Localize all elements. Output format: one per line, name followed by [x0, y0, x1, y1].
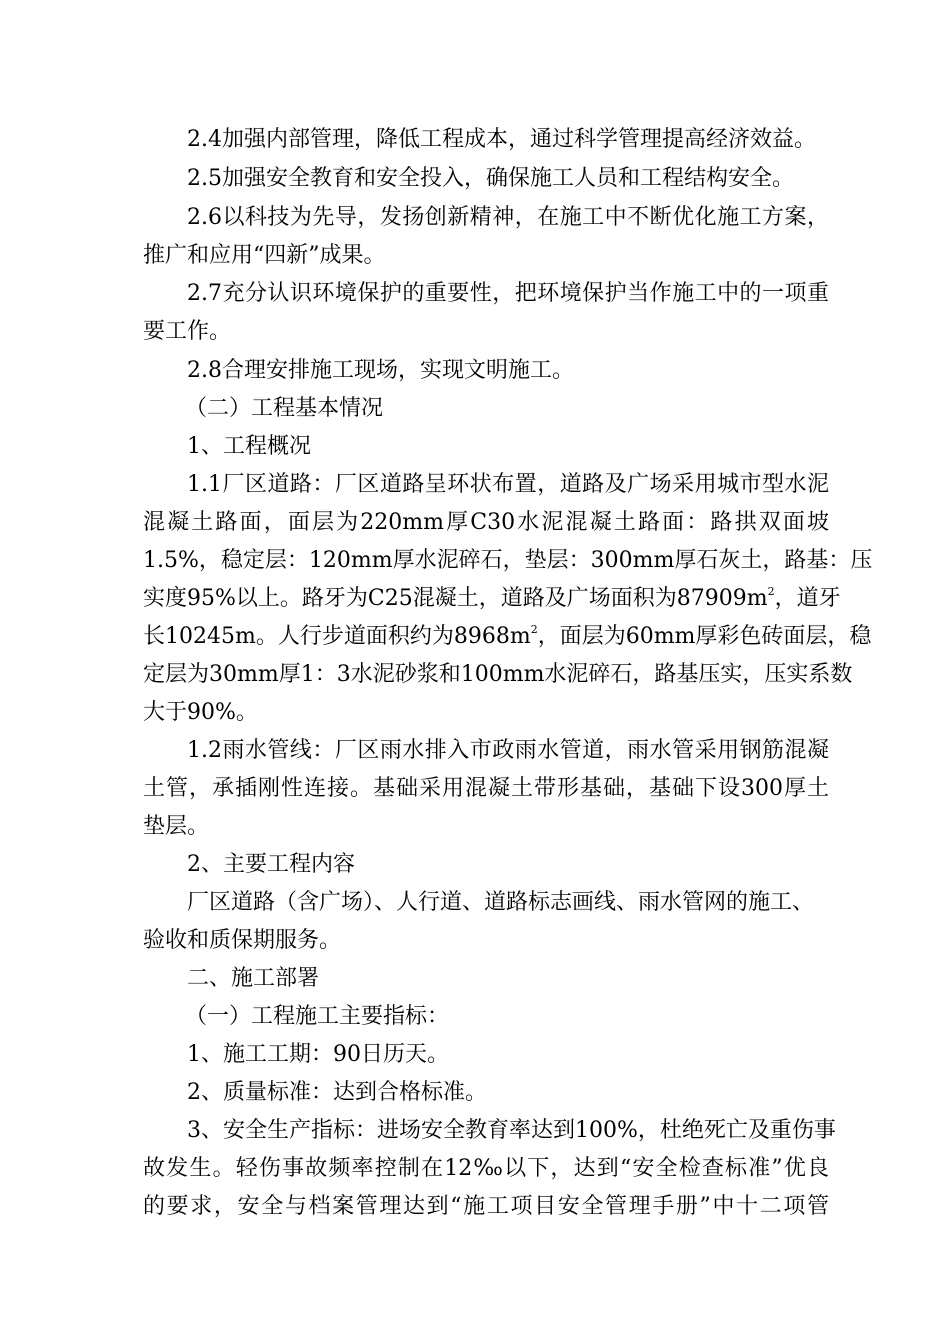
indicator-safety-line-2: 故发生。轻伤事故频率控制在12‰以下，达到“安全检查标准”优良: [143, 1156, 829, 1181]
paragraph-1-2-line-3: 垫层。: [143, 814, 210, 839]
paragraph-main-works-line-2: 验收和质保期服务。: [143, 928, 342, 953]
paragraph-1-1-line-3: 1.5%，稳定层：120mm厚水泥碎石，垫层：300mm厚石灰土，路基：压: [143, 548, 873, 573]
section-heading-project-basics: （二）工程基本情况: [185, 396, 384, 421]
paragraph-2-4: 2.4加强内部管理，降低工程成本，通过科学管理提高经济效益。: [187, 127, 816, 152]
paragraph-2-6-line-1: 2.6以科技为先导，发扬创新精神，在施工中不断优化施工方案，: [187, 205, 829, 230]
paragraph-1-2-line-2: 土管，承插刚性连接。基础采用混凝土带形基础，基础下设300厚土: [143, 776, 829, 801]
paragraph-1-1-line-4: 实度95%以上。路牙为C25混凝土，道路及广场面积为$87909m^2$，道牙: [143, 584, 841, 611]
paragraph-1-1-line-5: 长10245m。人行步道面积约为$8968m^2$，面层为60mm厚彩色砖面层，稳: [143, 622, 872, 649]
indicator-quality: 2、质量标准：达到合格标准。: [187, 1080, 487, 1105]
indicator-safety-line-1: 3、安全生产指标：进场安全教育率达到100%，杜绝死亡及重伤事: [187, 1118, 836, 1143]
paragraph-1-1-line-6: 定层为30mm厚1：3水泥砂浆和100mm水泥碎石，路基压实，压实系数: [143, 662, 853, 687]
paragraph-2-6-line-2: 推广和应用“四新”成果。: [143, 243, 386, 268]
section-heading-construction-deployment: 二、施工部署: [187, 966, 320, 991]
paragraph-1-1-line-7: 大于90%。: [143, 700, 258, 725]
paragraph-2-7-line-1: 2.7充分认识环境保护的重要性，把环境保护当作施工中的一项重: [187, 281, 829, 306]
paragraph-1-1-line-1: 1.1厂区道路：厂区道路呈环状布置，道路及广场采用城市型水泥: [187, 472, 829, 497]
subheading-project-overview: 1、工程概况: [187, 434, 311, 459]
paragraph-1-1-line-2: 混凝土路面，面层为220mm厚C30水泥混凝土路面：路拱双面坡: [143, 510, 829, 535]
paragraph-2-5: 2.5加强安全教育和安全投入，确保施工人员和工程结构安全。: [187, 166, 794, 191]
indicator-safety-line-3: 的要求，安全与档案管理达到“施工项目安全管理手册”中十二项管: [143, 1194, 829, 1219]
paragraph-1-2-line-1: 1.2雨水管线：厂区雨水排入市政雨水管道，雨水管采用钢筋混凝: [187, 738, 829, 763]
paragraph-2-7-line-2: 要工作。: [143, 319, 232, 344]
paragraph-main-works-line-1: 厂区道路（含广场）、人行道、道路标志画线、雨水管网的施工、: [187, 890, 815, 915]
subheading-main-indicators: （一）工程施工主要指标：: [185, 1004, 450, 1029]
paragraph-2-8: 2.8合理安排施工现场，实现文明施工。: [187, 358, 574, 383]
subheading-main-works: 2、主要工程内容: [187, 852, 355, 877]
indicator-duration: 1、施工工期：90日历天。: [187, 1042, 449, 1067]
